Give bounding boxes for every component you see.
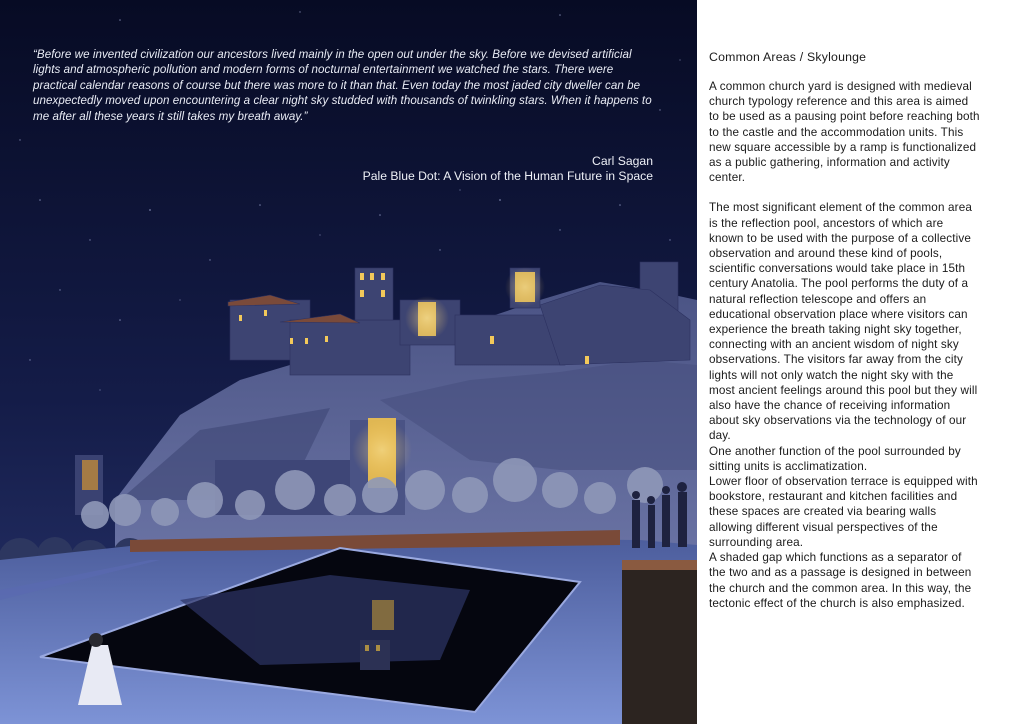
glow bbox=[505, 267, 545, 307]
quote-author: Carl Sagan bbox=[592, 154, 653, 168]
panel-body bbox=[709, 79, 981, 611]
paragraph: The most significant element of the common area is the reflection pool, ancestors of which are known to be used with the purpose of a collective observation and around these kind of pools, scientific conversations would take place in 15th century Anatolia. The pool performs the duty of a natural reflection telescope and offers an educational observation place where visitors can experience the breath taking night sky together, connecting with an ancient wisdom of night sky observations. The visitors far away from the city lights will not only watch the night sky with the most ancient feelings around this pool but they will also have the chance of receiving information about sky observations via the technology of our day. bbox=[709, 201, 978, 443]
description-panel bbox=[697, 0, 1024, 724]
paragraph: One another function of the pool surrounded by sitting units is acclimatization. bbox=[709, 444, 961, 473]
sitting-block bbox=[622, 565, 697, 724]
paragraph: Lower floor of observation terrace is equipped with bookstore, restaurant and kitchen facilities and these spaces are created via bearing walls allowing different visual perspectives of the surrounding area. bbox=[709, 475, 978, 549]
carl-sagan-quote: “Before we invented civilization our ancestors lived mainly in the open out under the sky. Before we devised artificial lights and atmospheric pollution and modern forms of nocturnal entertainment we watched the stars. There were practical calendar reasons of course but there was more to it than that. Even today the most jaded city dweller can be unexpectedly moved upon encountering a clear night sky studded with thousands of twinkling stars. When it happens to me after all these years it still takes my breath away.” bbox=[33, 48, 652, 123]
quote-source: Pale Blue Dot: A Vision of the Human Future in Space bbox=[362, 169, 653, 184]
paragraph: A shaded gap which functions as a separator of the two and as a passage is designed in between the church and the common area. In this way, the tectonic effect of the church is also emphasized. bbox=[709, 551, 972, 610]
glow bbox=[405, 296, 449, 340]
quote-attribution bbox=[363, 154, 653, 184]
sitting-block-top bbox=[622, 560, 697, 570]
panel-title: Common Areas / Skylounge bbox=[709, 50, 867, 64]
paragraph: A common church yard is designed with medieval church typology reference and this area is aimed to be used as a pausing point before reaching both to the castle and the accommodation units. This new square accessible by a ramp is functionalized as a public gathering, information and activity center. bbox=[709, 80, 980, 185]
